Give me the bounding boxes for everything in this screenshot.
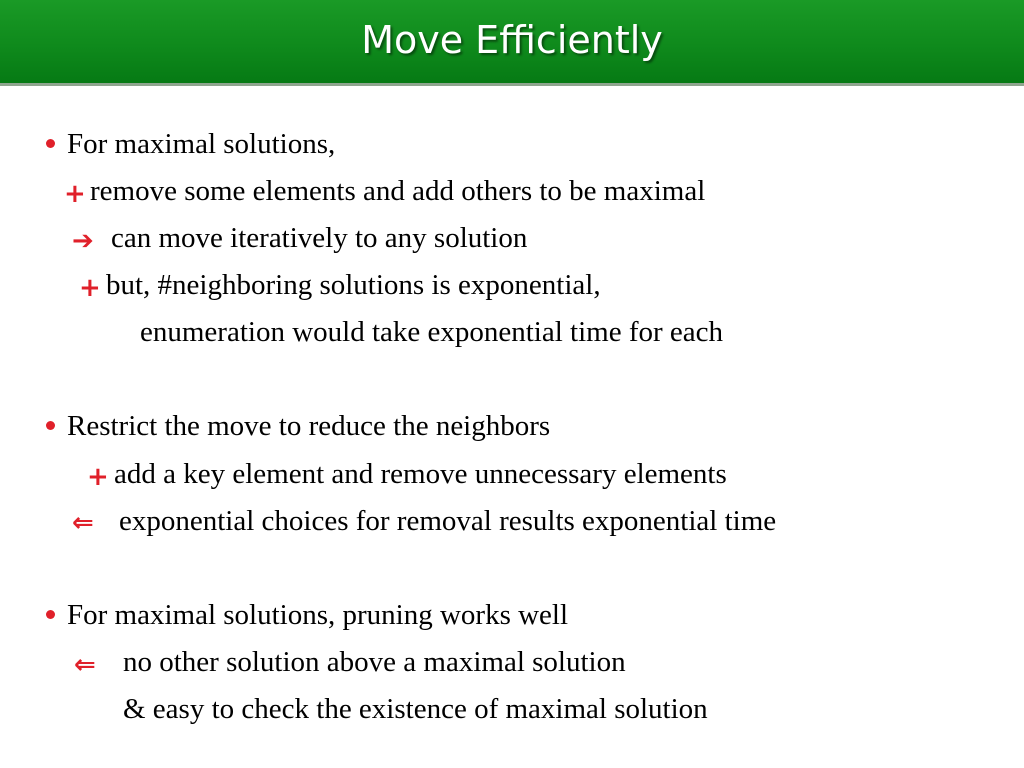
arrow-left-icon: ⇐ (72, 508, 94, 538)
title-bar (0, 0, 1024, 86)
sub-line-8: & easy to check the existence of maximal solution (123, 693, 708, 725)
sub-line-6: exponential choices for removal results exponential time (119, 505, 777, 537)
sub-line-1: remove some elements and add others to be maximal (90, 175, 706, 207)
slide-title: Move Efficiently (361, 18, 663, 62)
plus-icon: + (87, 462, 109, 492)
bullet-dot-icon (46, 610, 55, 619)
bullet-dot-icon (46, 139, 55, 148)
plus-icon: + (64, 179, 86, 209)
bullet-line-1: For maximal solutions, (67, 128, 336, 160)
arrow-right-icon: ➔ (72, 226, 94, 256)
sub-line-4: enumeration would take exponential time for each (140, 316, 724, 348)
bullet-line-3: For maximal solutions, pruning works well (67, 599, 569, 631)
sub-line-3: but, #neighboring solutions is exponential, (106, 269, 601, 301)
bullet-dot-icon (46, 421, 55, 430)
sub-line-7: no other solution above a maximal solution (123, 646, 626, 678)
sub-line-5: add a key element and remove unnecessary elements (114, 458, 727, 490)
plus-icon: + (79, 273, 101, 303)
bullet-line-2: Restrict the move to reduce the neighbors (67, 410, 551, 442)
sub-line-2: can move iteratively to any solution (111, 222, 528, 254)
arrow-left-icon: ⇐ (74, 650, 96, 680)
